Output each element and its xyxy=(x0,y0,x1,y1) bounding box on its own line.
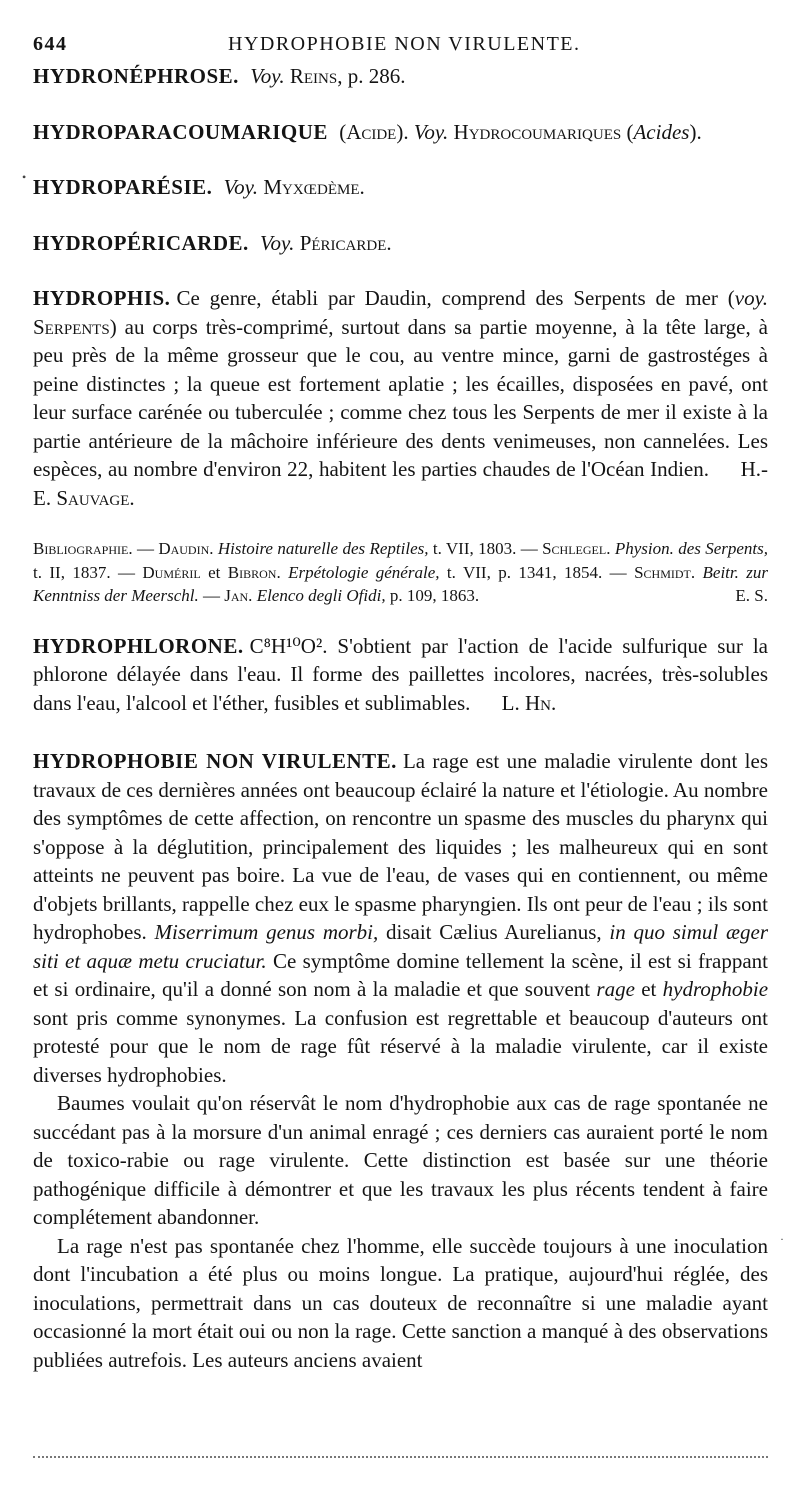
entry-text: sont pris comme synonymes. La confusion est regrettable et beaucoup d'auteurs ont protesté pour que le nom de rage fût réservé à la maladie virulente, car il existe diverses hydrophobies. xyxy=(33,1005,768,1087)
voy-abbrev: Voy. xyxy=(413,119,449,144)
entry-hydrophlorone xyxy=(33,632,768,718)
bibliography-label: Bibliographie. xyxy=(33,539,133,558)
voy-abbrev: Voy. xyxy=(260,230,295,255)
chemical-formula: C⁸H¹⁰O². xyxy=(249,633,328,658)
margin-dot-mark: • xyxy=(22,170,27,184)
entry-hydronephrose xyxy=(33,62,768,91)
entry-text: ) au corps très-comprimé, surtout dans sa partie moyenne, à la tête large, à peu près de la même grosseur que le cou, au ventre mince, garni de gastrostéges à peine distinctes ; la queue est fortement aplatie ; les écailles, disposées en pavé, ont leur surface carénée ou tuberculée ; comme chez tous les Serpents de mer il existe à la partie antérieure de la mâchoire inférieure des dents venimeuses, non cannelées. Les espèces, au nombre d'environ 22, habitent les parties chaudes de l'Océan Indien. xyxy=(33,314,768,481)
cross-reference: Péricarde. xyxy=(299,230,392,255)
cross-reference: Serpents xyxy=(33,314,110,339)
emphasis-term: rage xyxy=(596,977,635,1001)
voy-abbrev: voy. xyxy=(734,286,768,310)
footer-dotted-rule xyxy=(33,1456,768,1458)
running-title: HYDROPHOBIE NON VIRULENTE. xyxy=(228,33,581,55)
cross-reference: Reins xyxy=(289,64,338,88)
biblio-author: Bibron. xyxy=(227,562,281,582)
biblio-author: Duméril xyxy=(142,562,201,582)
bibliography-block xyxy=(33,537,768,608)
biblio-details: t. VII, 1803. — xyxy=(428,539,543,558)
biblio-work: Erpétologie générale, xyxy=(280,562,440,582)
text-fragment: ). xyxy=(689,119,702,144)
text-fragment: ( xyxy=(621,119,634,144)
biblio-details: t. II, 1837. — xyxy=(33,562,143,582)
biblio-work: Elenco degli Ofidi, xyxy=(252,586,386,605)
entry-hydroparesie xyxy=(33,173,768,202)
entry-headword: HYDROPARACOUMARIQUE xyxy=(33,119,328,144)
acides-label: Acides xyxy=(633,119,690,144)
cross-reference: Myxœdème. xyxy=(263,175,365,199)
biblio-details: p. 109, 1863. xyxy=(385,586,480,605)
entry-headword: HYDRONÉPHROSE. xyxy=(33,64,239,88)
voy-abbrev: Voy. xyxy=(250,64,285,88)
author-signature: H.-E. Sauvage. xyxy=(33,457,769,510)
entry-headword: HYDROPHOBIE NON VIRULENTE. xyxy=(33,749,397,773)
margin-dot-mark: · xyxy=(780,1232,784,1246)
biblio-work: Physion. des Serpents, xyxy=(610,539,769,558)
latin-quote: in quo simul æger siti et aquæ metu cruciatur. xyxy=(33,920,769,973)
biblio-author: Daudin. xyxy=(158,539,214,558)
paragraph-baumes: Baumes voulait qu'on réservât le nom d'hydrophobie aux cas de rage spontanée ne succédant pas à la morsure d'un animal enragé ; ces derniers cas auraient porté le nom de toxico-rabie ou rage virulente. Cette distinction est basée sur une théorie pathogénique difficile à démontrer et que les travaux les plus récents tendent à faire complétement abandonner. xyxy=(33,1091,768,1229)
biblio-details: — xyxy=(198,586,225,605)
entry-headword: HYDROPÉRICARDE. xyxy=(33,230,249,255)
entry-text: La rage est une maladie virulente dont les travaux de ces dernières années ont beaucoup éclairé la nature et l'étiologie. Au nombre des symptômes de cette affection, on rencontre un spasme des muscles du pharynx qui s'oppose à la déglutition, principalement des liquides ; les malheureux qui en sont atteints ne peuvent pas boire. La vue de l'eau, de vases qui en contiennent, ou même d'objets brillants, rappelle chez eux le spasme pharyngien. Ils ont peur de l'eau ; ils sont hydrophobes. xyxy=(33,749,769,944)
voy-abbrev: Voy. xyxy=(223,175,259,199)
biblio-author: Schlegel. xyxy=(542,539,611,558)
cross-reference-page: , p. 286. xyxy=(337,64,406,88)
text-fragment: et xyxy=(634,977,663,1001)
biblio-work: Beitr. zur Kenntniss der Meerschl. xyxy=(33,562,769,605)
running-head xyxy=(33,33,768,57)
page-number: 644 xyxy=(33,33,68,55)
biblio-details: t. VII, p. 1341, 1854. — xyxy=(439,562,635,582)
author-signature: L. Hn. xyxy=(501,690,557,715)
latin-quote: Miserrimum genus morbi, xyxy=(154,920,379,944)
entry-text: S'obtient par l'action de l'acide sulfurique sur la phlorone délayée dans l'eau. Il forme des paillettes incolores, nacrées, très-solubles dans l'eau, l'alcool et l'éther, fusibles et sublimables. xyxy=(33,633,768,715)
entry-hydrophis xyxy=(33,284,768,512)
entry-text: disait Cælius Aurelianus, xyxy=(378,920,610,944)
biblio-author: Jan. xyxy=(224,586,253,605)
paragraph-rage-inoculation: La rage n'est pas spontanée chez l'homme, elle succède toujours à une inoculation dont l'incubation a été plus ou moins longue. La pratique, aujourd'hui réglée, des inoculations, permettrait dans un cas douteux de reconnaître si une maladie ayant occasionné la mort était oui ou non la rage. Cette sanction a manqué à des observations publiées autrefois. Les auteurs anciens avaient xyxy=(33,1233,768,1372)
text-fragment: ). xyxy=(396,119,414,144)
entry-headword: HYDROPHLORONE. xyxy=(33,633,244,658)
entry-text: Ce symptôme domine tellement la scène, il est si frappant et si ordinaire, qu'il a donné son nom à la maladie et que souvent xyxy=(33,948,768,1001)
entry-text: Ce genre, établi par Daudin, comprend des Serpents de mer ( xyxy=(176,286,735,310)
author-signature: E. S. xyxy=(735,586,768,605)
entry-headword: HYDROPARÉSIE. xyxy=(33,175,213,199)
entry-hydrophobie xyxy=(33,747,768,1089)
emphasis-term: hydrophobie xyxy=(662,977,769,1001)
page-body xyxy=(33,62,768,1374)
biblio-work: Histoire naturelle des Reptiles, xyxy=(213,539,429,558)
text-fragment: — xyxy=(132,539,159,558)
entry-hydropericarde xyxy=(33,229,768,258)
acide-label: Acide xyxy=(346,119,397,144)
entry-headword: HYDROPHIS. xyxy=(33,286,171,310)
entry-hydroparacoumarique xyxy=(33,118,768,147)
biblio-author: Schmidt. xyxy=(634,562,696,582)
text-fragment: et xyxy=(200,562,228,582)
cross-reference: Hydrocoumariques xyxy=(448,119,622,144)
text-fragment: ( xyxy=(333,119,347,144)
